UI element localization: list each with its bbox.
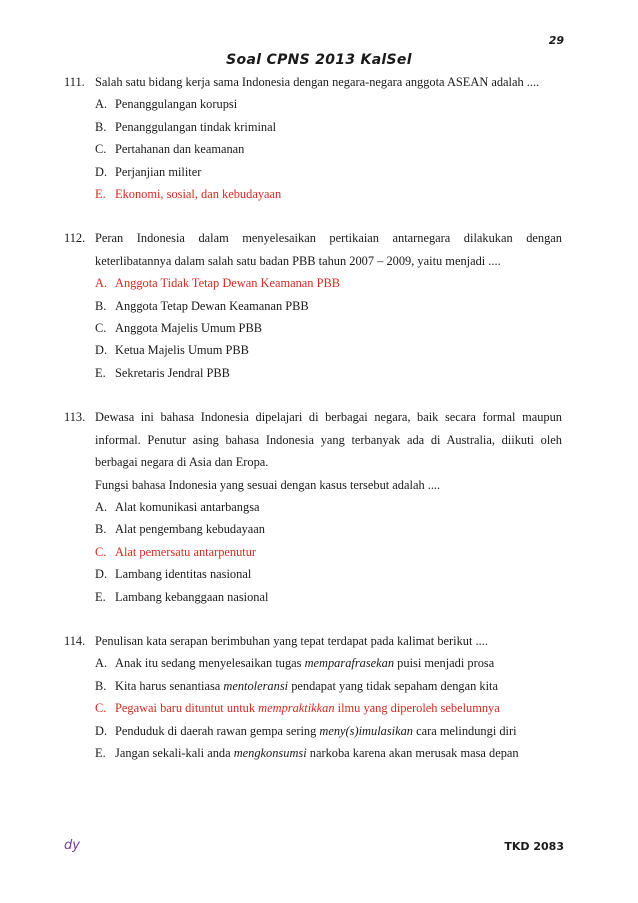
italic-term: meny(s)imulasikan — [319, 723, 413, 738]
option-a — [64, 652, 562, 674]
option-letter: C. — [95, 701, 107, 716]
option-a-correct-answer — [64, 272, 562, 294]
option-text: Ekonomi, sosial, dan kebudayaan — [115, 187, 282, 202]
option-letter: B. — [95, 298, 107, 313]
option-text: Lambang kebanggaan nasional — [115, 589, 269, 604]
option-text: Jangan sekali-kali anda mengkonsumsi narkoba karena akan merusak masa depan — [115, 745, 519, 760]
option-letter: C. — [95, 321, 107, 336]
option-text: Penanggulangan korupsi — [115, 97, 238, 112]
option-text: Pegawai baru dituntut untuk mempraktikkan ilmu yang diperoleh sebelumnya — [115, 701, 500, 716]
option-text: Sekretaris Jendral PBB — [115, 365, 230, 380]
option-b — [64, 675, 562, 697]
option-text: Anggota Tidak Tetap Dewan Keamanan PBB — [115, 276, 341, 291]
option-letter: C. — [95, 544, 107, 559]
option-text: Ketua Majelis Umum PBB — [115, 343, 249, 358]
option-e — [64, 362, 562, 384]
option-text: Kita harus senantiasa mentoleransi pendapat yang tidak sepaham dengan kita — [115, 678, 498, 693]
option-text: Alat pemersatu antarpenutur — [115, 544, 257, 559]
option-letter: D. — [95, 723, 108, 738]
question-114 — [64, 630, 562, 764]
italic-term: mengkonsumsi — [233, 745, 307, 760]
question-text: Salah satu bidang kerja sama Indonesia dengan negara-negara anggota ASEAN adalah .... — [95, 75, 540, 89]
page-number: 29 — [548, 34, 564, 47]
footer-initials: dy — [64, 838, 80, 853]
option-d — [64, 563, 562, 585]
footer-code: TKD 2083 — [504, 840, 564, 853]
option-text: Pertahanan dan keamanan — [115, 142, 245, 157]
option-letter: B. — [95, 119, 107, 134]
option-e — [64, 586, 562, 608]
option-b — [64, 518, 562, 540]
option-c — [64, 317, 562, 339]
option-letter: C. — [95, 142, 107, 157]
question-number: 111. — [64, 75, 85, 89]
option-e-correct-answer — [64, 183, 562, 205]
question-number: 114. — [64, 633, 86, 648]
question-text: Peran Indonesia dalam menyelesaikan pertikaian antarnegara dilakukan dengan keterlibatannya dalam salah satu badan PBB tahun 2007 – 2009, yaitu menjadi .... — [95, 231, 562, 268]
question-text: Penulisan kata serapan berimbuhan yang tepat terdapat pada kalimat berikut .... — [95, 633, 488, 648]
option-letter: D. — [95, 567, 108, 582]
question-list — [64, 71, 562, 764]
option-letter: A. — [95, 276, 108, 291]
option-letter: E. — [95, 187, 106, 202]
option-letter: B. — [95, 522, 107, 537]
option-text: Perjanjian militer — [115, 164, 202, 179]
option-letter: A. — [95, 656, 108, 671]
italic-term: mentoleransi — [223, 678, 289, 693]
option-text: Anggota Majelis Umum PBB — [115, 321, 262, 336]
option-letter: E. — [95, 365, 106, 380]
option-text: Lambang identitas nasional — [115, 567, 252, 582]
option-letter: E. — [95, 589, 106, 604]
option-d — [64, 161, 562, 183]
option-d — [64, 720, 562, 742]
option-text: Anggota Tetap Dewan Keamanan PBB — [115, 298, 309, 313]
option-b — [64, 116, 562, 138]
option-text: Penduduk di daerah rawan gempa sering meny(s)imulasikan cara melindungi diri — [115, 723, 517, 738]
option-a — [64, 93, 562, 115]
option-a — [64, 496, 562, 518]
option-letter: E. — [95, 745, 106, 760]
option-letter: B. — [95, 678, 107, 693]
header-title: Soal CPNS 2013 KalSel — [226, 52, 412, 68]
option-letter: D. — [95, 343, 108, 358]
option-letter: A. — [95, 499, 108, 514]
option-letter: A. — [95, 97, 108, 112]
option-text: Alat pengembang kebudayaan — [115, 522, 266, 537]
option-c — [64, 138, 562, 160]
question-prompt: Fungsi bahasa Indonesia yang sesuai dengan kasus tersebut adalah .... — [95, 477, 441, 492]
question-text: Dewasa ini bahasa Indonesia dipelajari di berbagai negara, baik secara formal maupun informal. Penutur asing bahasa Indonesia yang terbanyak ada di Australia, diikuti oleh berbagai negara di Asia dan Eropa. — [95, 410, 562, 470]
option-text: Alat komunikasi antarbangsa — [115, 499, 260, 514]
option-d — [64, 339, 562, 361]
question-number: 113. — [64, 410, 86, 425]
question-111 — [64, 71, 562, 205]
question-113 — [64, 406, 562, 608]
italic-term: mempraktikkan — [258, 701, 335, 716]
option-letter: D. — [95, 164, 108, 179]
option-b — [64, 295, 562, 317]
question-112 — [64, 227, 562, 384]
option-e — [64, 742, 562, 764]
option-text: Anak itu sedang menyelesaikan tugas memparafrasekan puisi menjadi prosa — [115, 656, 495, 671]
option-c-correct-answer — [64, 697, 562, 719]
italic-term: memparafrasekan — [304, 656, 395, 671]
question-number: 112. — [64, 231, 86, 246]
option-c-correct-answer — [64, 541, 562, 563]
option-text: Penanggulangan tindak kriminal — [115, 119, 277, 134]
